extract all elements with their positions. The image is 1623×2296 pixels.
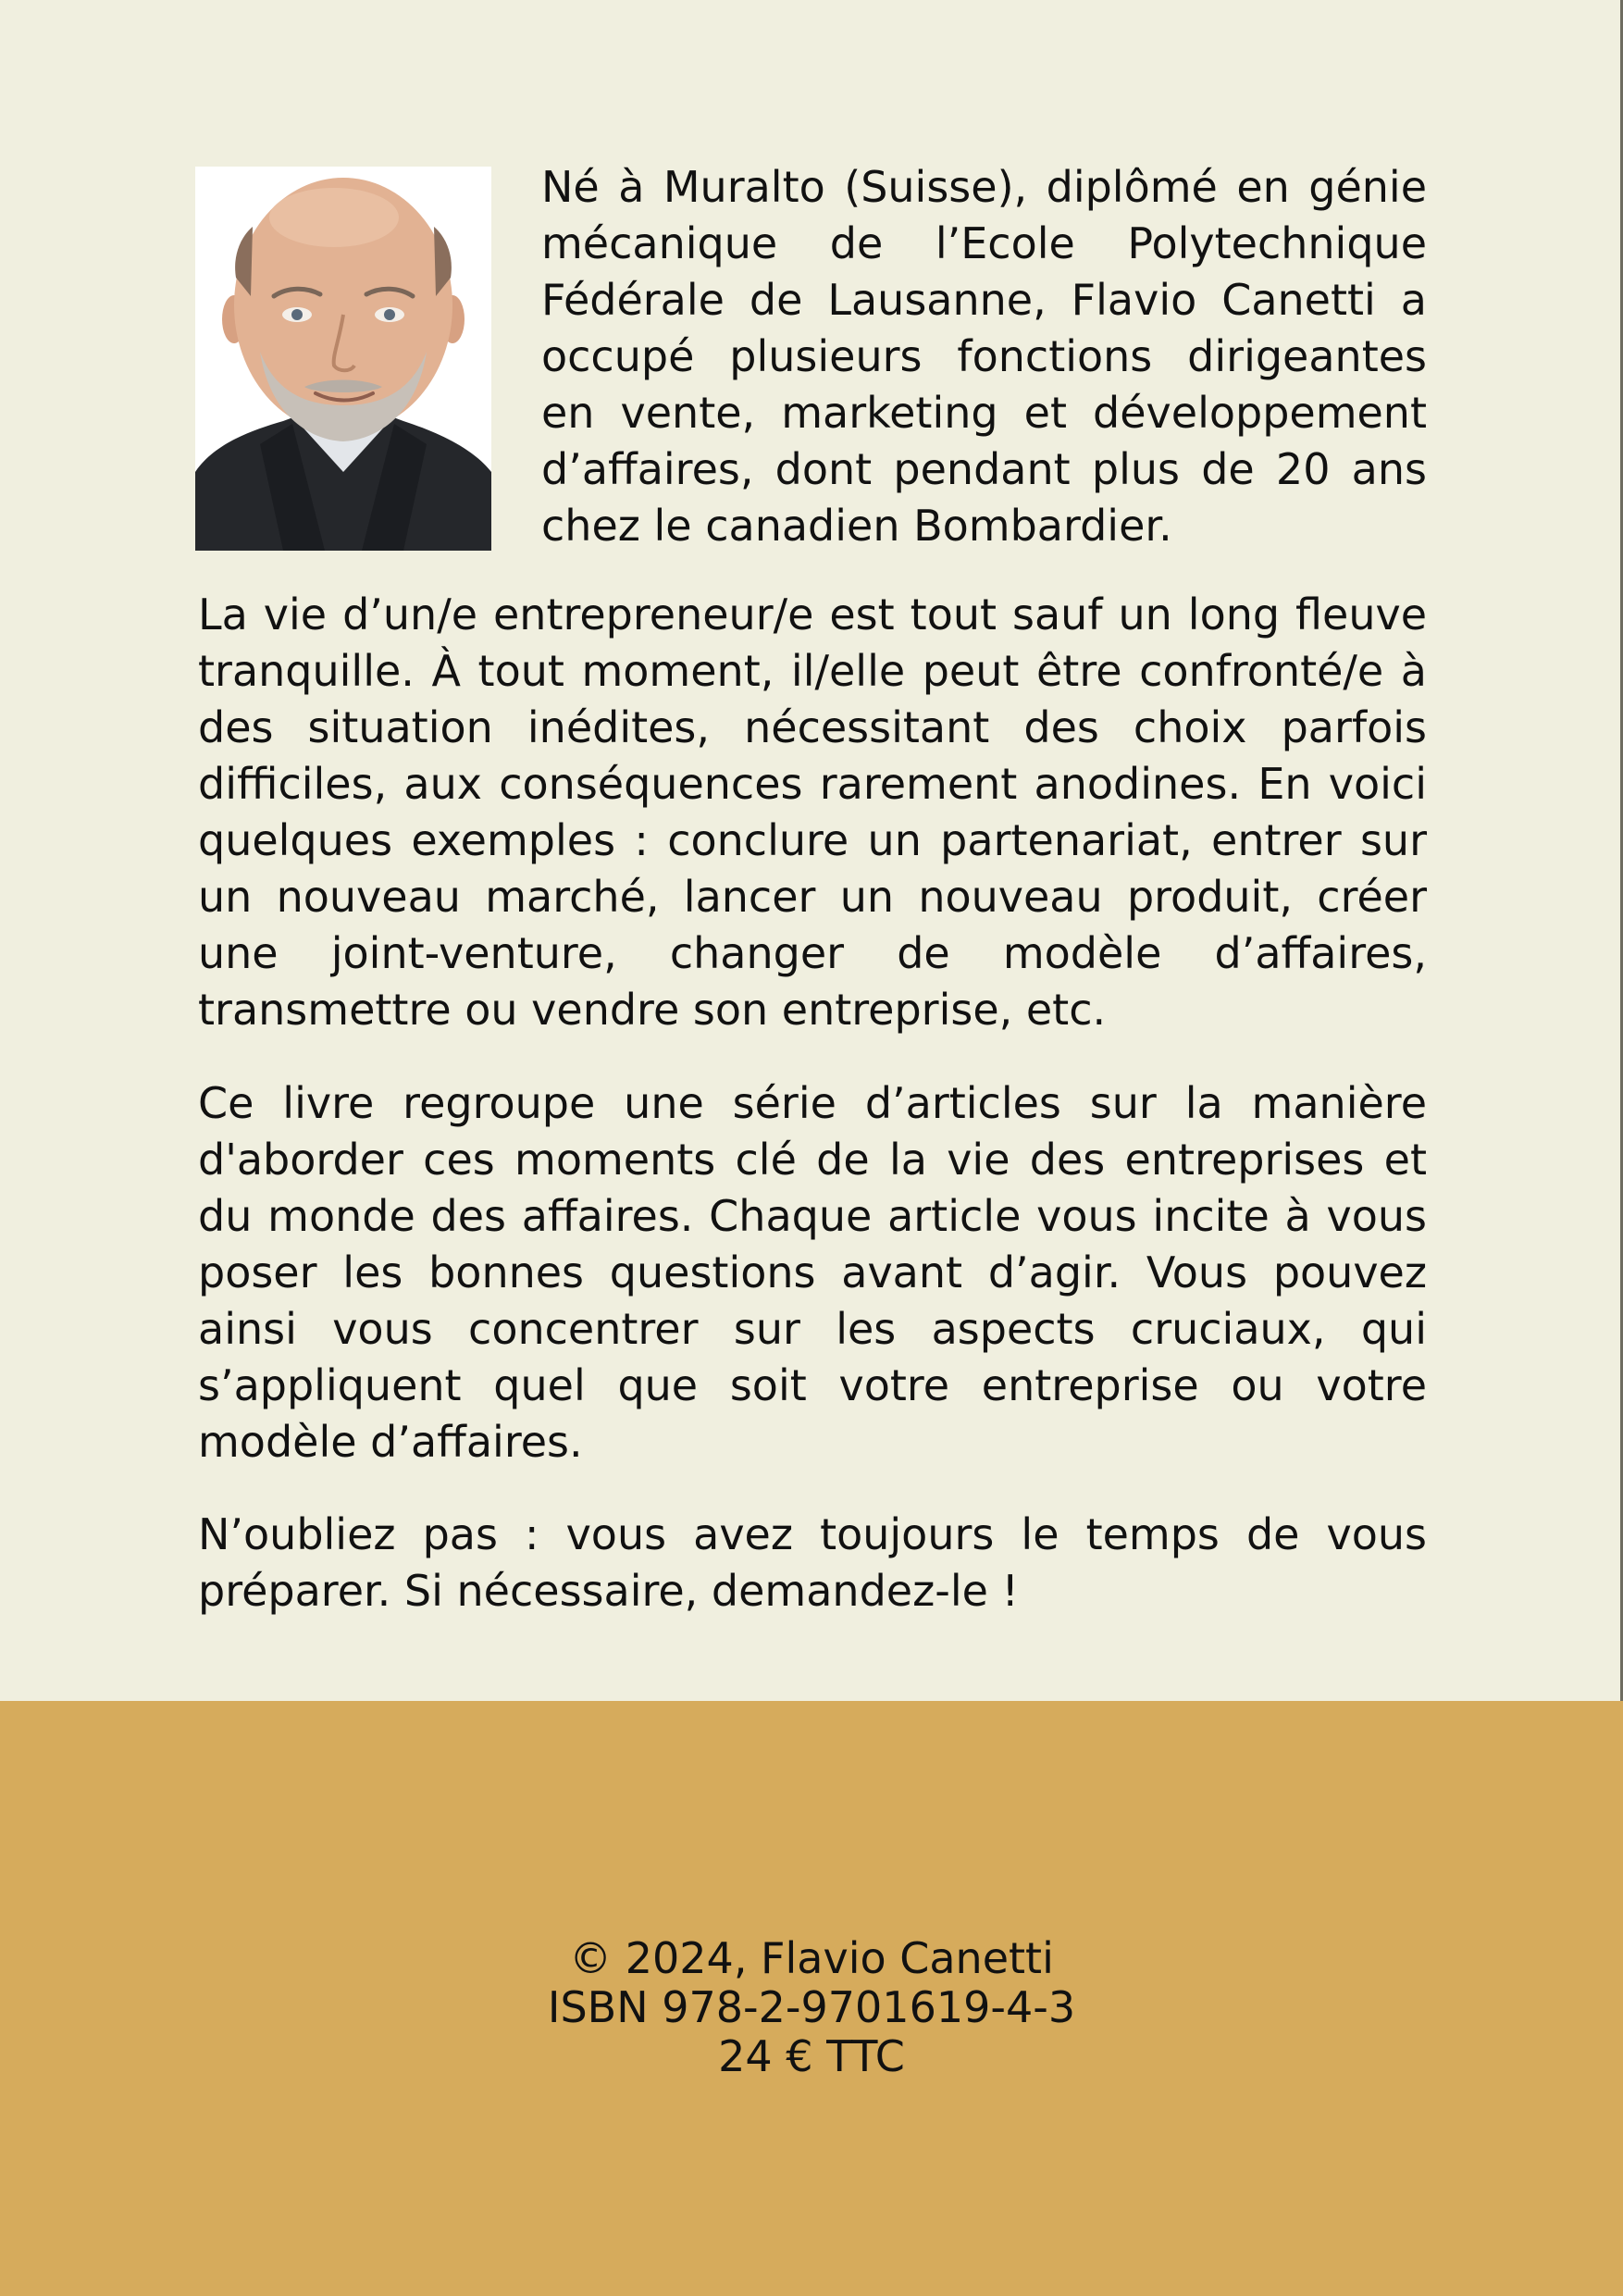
price-line: 24 € TTC: [718, 2031, 905, 2081]
copyright-line: © 2024, Flavio Canetti: [569, 1933, 1054, 1983]
description-paragraph-1: La vie d’un/e entrepreneur/e est tout sauf un long fleuve tranquille. À tout moment, il/elle peut être confronté/e à des situation inédites, nécessitant des choix parfois difficiles, aux conséquences rarement anodines. En voici quelques exemples : conclure un partenariat, entrer sur un nouveau marché, lancer un nouveau produit, créer une joint-venture, changer de modèle d’affaires, transmettre ou vendre son entreprise, etc.: [198, 590, 1427, 1035]
author-bio: Né à Muralto (Suisse), diplômé en génie mécanique de l’Ecole Polytechnique Fédérale de Lausanne, Flavio Canetti a occupé plusieurs fonctions dirigeantes en vente, marketing et développement d’affaires, dont pendant plus de 20 ans chez le canadien Bombardier.: [541, 162, 1427, 551]
isbn-line: ISBN 978-2-9701619-4-3: [547, 1982, 1076, 2032]
colophon: [0, 1934, 1623, 2081]
description-paragraph-2: Ce livre regroupe une série d’articles sur la manière d'aborder ces moments clé de la vie des entreprises et du monde des affaires. Chaque article vous incite à vous poser les bonnes questions avant d’agir. Vous pouvez ainsi vous concentrer sur les aspects cruciaux, qui s’appliquent quel que soit votre entreprise ou votre modèle d’affaires.: [198, 1078, 1427, 1467]
author-portrait: [195, 167, 491, 551]
description-paragraph-3: N’oubliez pas : vous avez toujours le temps de vous préparer. Si nécessaire, demandez-le !: [198, 1509, 1427, 1616]
